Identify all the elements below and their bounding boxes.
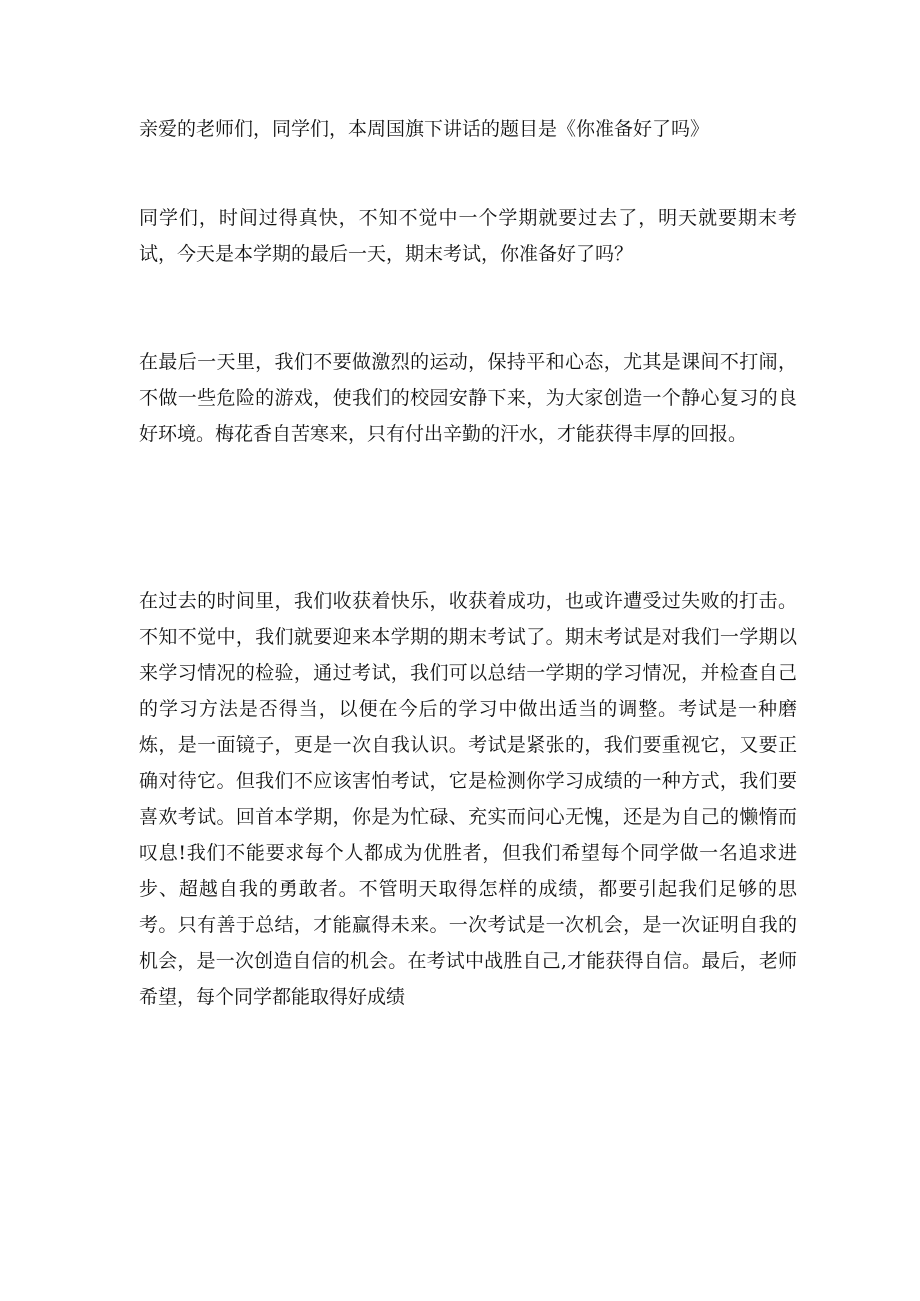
paragraph-exam-reflection: 在过去的时间里，我们收获着快乐，收获着成功，也或许遭受过失败的打击。不知不觉中，我们就要迎来本学期的期末考试了。期末考试是对我们一学期以来学习情况的检验，通过考试，我们可以总结一学期的学习情况，并检查自己的学习方法是否得当，以便在今后的学习中做出适当的调整。考试是一种磨炼，是一面镜子，更是一次自我认识。考试是紧张的，我们要重视它，又要正确对待它。但我们不应该害怕考试，它是检测你学习成绩的一种方式，我们要喜欢考试。回首本学期，你是为忙碌、充实而问心无愧，还是为自己的懒惰而叹息!我们不能要求每个人都成为优胜者，但我们希望每个同学做一名追求进步、超越自我的勇敢者。不管明天取得怎样的成绩，都要引起我们足够的思考。只有善于总结，才能赢得未来。一次考试是一次机会，是一次证明自我的机会，是一次创造自信的机会。在考试中战胜自己,才能获得自信。最后，老师希望，每个同学都能取得好成绩: [139, 590, 797, 1008]
paragraph-greeting: 亲爱的老师们，同学们，本周国旗下讲话的题目是《你准备好了吗》: [139, 118, 710, 140]
paragraph-last-day: 在最后一天里，我们不要做激烈的运动，保持平和心态，尤其是课间不打闹，不做一些危险的游戏，使我们的校园安静下来，为大家创造一个静心复习的良好环境。梅花香自苦寒来，只有付出辛勤的汗水，才能获得丰厚的回报。: [139, 351, 797, 445]
paragraph-intro: 同学们，时间过得真快，不知不觉中一个学期就要过去了，明天就要期末考试，今天是本学期的最后一天，期末考试，你准备好了吗？: [139, 207, 797, 265]
